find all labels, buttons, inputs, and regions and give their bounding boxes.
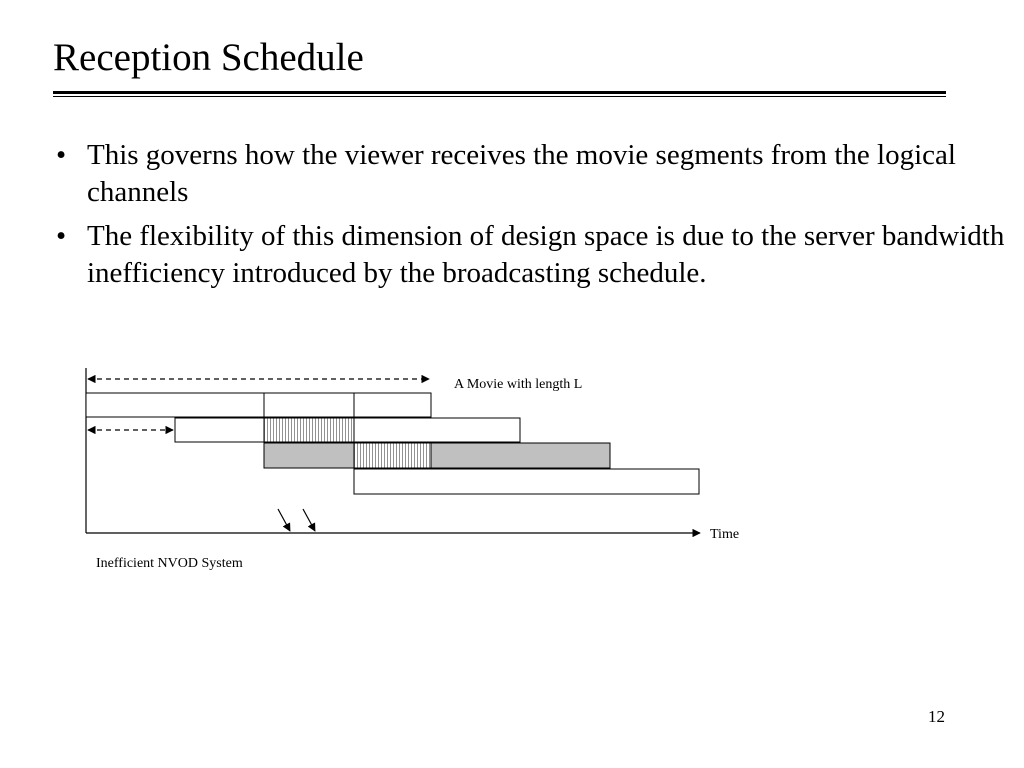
slide-title: Reception Schedule: [53, 36, 364, 79]
bullet-icon: •: [56, 220, 67, 252]
segment-box-gray: [431, 443, 610, 468]
segment-box: [354, 418, 520, 442]
segment-box: [354, 469, 699, 494]
bullet-text: This governs how the viewer receives the movie segments from the logical channels: [87, 139, 956, 208]
segment-box-gray: [264, 443, 354, 468]
segment-box-hatched: [354, 443, 431, 468]
page-number: 12: [928, 707, 945, 726]
movie-length-label: A Movie with length L: [454, 377, 583, 392]
diagram-caption: Inefficient NVOD System: [96, 556, 243, 571]
segment-box: [175, 418, 264, 442]
pointer-arrow: [303, 509, 315, 531]
segment-box: [86, 393, 264, 417]
bullet-icon: •: [56, 139, 67, 171]
segment-box-hatched: [264, 418, 354, 442]
segment-box: [264, 393, 354, 417]
time-axis-label: Time: [710, 527, 740, 542]
bullet-text: The flexibility of this dimension of design space is due to the server bandwidth inefficiency introduced by the broadcasting schedule.: [87, 220, 1005, 289]
pointer-arrow: [278, 509, 290, 531]
segment-box: [354, 393, 431, 417]
